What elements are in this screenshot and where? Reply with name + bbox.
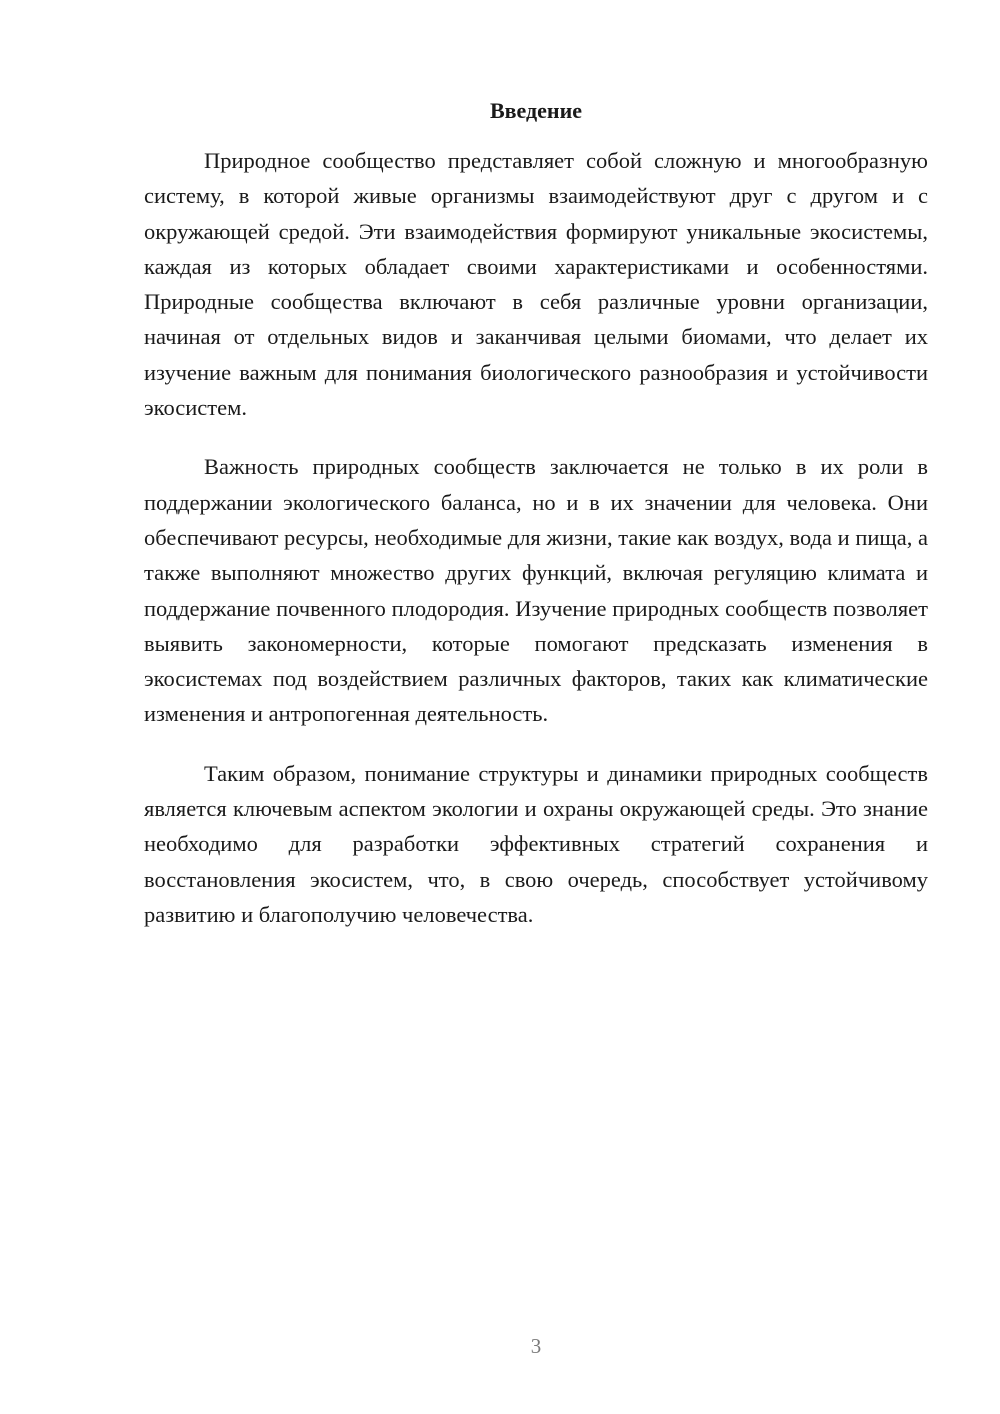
page-title: Введение: [489, 98, 583, 123]
paragraph-intro: Природное сообщество представляет собой сложную и многообразную систему, в которой живые организмы взаимодействуют друг с другом и с окружающей средой. Эти взаимодействия формируют уникальные экосистемы, каждая из которых обладает своими характеристиками и особенностями. Природные сообщества включают в себя различные уровни организации, начиная от отдельных видов и заканчивая целыми биомами, что делает их изучение важным для понимания биологического разнообразия и устойчивости экосистем.: [144, 148, 928, 421]
page-number: 3: [530, 1334, 542, 1358]
body-text: [144, 143, 928, 956]
paragraph-conclusion: Таким образом, понимание структуры и динамики природных сообществ является ключевым аспектом экологии и охраны окружающей среды. Это знание необходимо для разработки эффективных стратегий сохранения и восстановления экосистем, что, в свою очередь, способствует устойчивому развитию и благополучию человечества.: [144, 760, 928, 927]
paragraph-importance: Важность природных сообществ заключается не только в их роли в поддержании экологического баланса, но и в их значении для человека. Они обеспечивают ресурсы, необходимые для жизни, такие как воздух, вода и пища, а также выполняют множество других функций, включая регуляцию климата и поддержание почвенного плодородия. Изучение природных сообществ позволяет выявить закономерности, которые помогают предсказать изменения в экосистемах под воздействием различных факторов, таких как климатические изменения и антропогенная деятельность.: [144, 454, 928, 727]
